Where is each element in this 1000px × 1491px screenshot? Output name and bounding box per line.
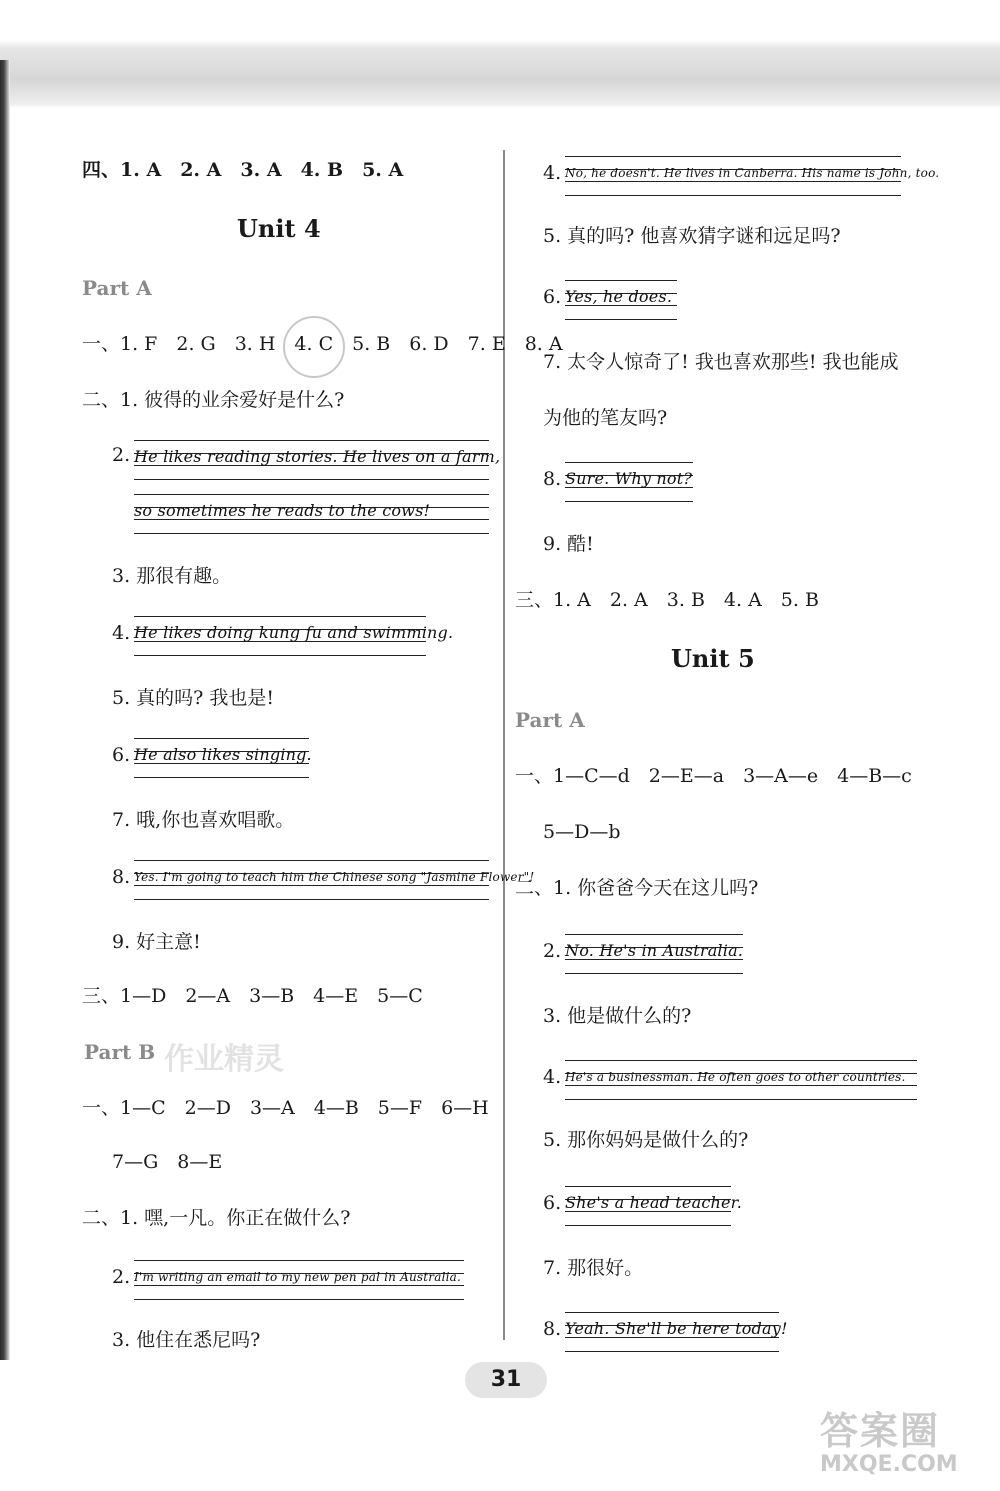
u4b-q3-translation: 3. 他住在悉尼吗? [112,1329,261,1351]
u4a-section-1-answers: 一、1. F 2. G 3. H 4. C 5. B 6. D 7. E 8. A [82,333,563,355]
u4a-q8-handwriting [134,860,535,900]
u5a-q3-translation: 3. 他是做什么的? [543,1005,692,1027]
u4a-q9-translation: 9. 好主意! [112,931,201,953]
r-q9-translation: 9. 酷! [543,533,594,555]
u4a-q2-number: 2. [112,444,131,466]
u5a-q8-answer: Yeah. She'll be here today! [565,1319,788,1338]
decorative-header-band [0,0,1000,108]
unit-4-part-a-title: Part A [82,276,152,300]
u5a-q2-handwriting [565,934,743,974]
u5a-q2-answer: No. He's in Australia. [565,941,744,960]
u5a-q4-handwriting [565,1060,917,1100]
u4a-q6-handwriting [134,738,312,778]
u4b-section-1-answers-row1: 一、1—C 2—D 3—A 4—B 5—F 6—H [82,1097,489,1119]
u4a-q2-answer-line2: so sometimes he reads to the cows! [134,501,431,520]
u4b-q2-answer: I'm writing an email to my new pen pal in Australia. [134,1270,462,1284]
r-q6-answer: Yes, he does. [565,287,673,306]
u5a-section-1-answers-row1: 一、1—C—d 2—E—a 3—A—e 4—B—c [515,765,912,787]
u5a-q1-translation: 二、1. 你爸爸今天在这儿吗? [515,877,759,899]
watermark-url: MXQE.COM [820,1452,958,1477]
u4a-q4-handwriting [134,616,454,656]
u4a-q7-translation: 7. 哦,你也喜欢唱歌。 [112,809,295,831]
u4a-q2-answer-line1: He likes reading stories. He lives on a farm, [134,447,501,466]
u5a-q5-translation: 5. 那你妈妈是做什么的? [543,1129,749,1151]
u5a-q7-translation: 7. 那很好。 [543,1257,644,1279]
r-q8-answer: Sure. Why not? [565,469,693,488]
u4b-q2-number: 2. [112,1266,131,1288]
ghost-watermark: 作业精灵 [164,1042,284,1077]
u5a-section-1-answers-row2: 5—D—b [543,821,621,843]
page-number: 31 [465,1362,547,1398]
u5a-q6-answer: She's a head teacher. [565,1193,743,1212]
r-q4-answer: No, he doesn't. He lives in Canberra. His name is John, too. [565,166,940,180]
u4a-q3-translation: 3. 那很有趣。 [112,565,232,587]
unit-5-title: Unit 5 [671,644,755,673]
section-4-answers: 四、1. A 2. A 3. A 4. B 5. A [82,159,404,181]
watermark-logo-text: 答案圈 [820,1409,941,1453]
r-q6-handwriting [565,280,677,320]
unit-5-part-a-title: Part A [515,708,585,732]
u5a-q2-number: 2. [543,940,562,962]
unit-4-title: Unit 4 [237,214,321,243]
r-q4-number: 4. [543,162,562,184]
unit-4-part-b-title: Part B [84,1040,156,1064]
u4a-q5-translation: 5. 真的吗? 我也是! [112,687,275,709]
u5a-q8-handwriting [565,1312,788,1352]
u4a-q6-number: 6. [112,744,131,766]
u5a-q4-number: 4. [543,1066,562,1088]
r-q5-translation: 5. 真的吗? 他喜欢猜字谜和远足吗? [543,225,841,247]
u4a-q4-answer: He likes doing kung fu and swimming. [134,623,454,642]
u5a-q6-number: 6. [543,1192,562,1214]
u4b-q1-translation: 二、1. 嘿,一凡。你正在做什么? [82,1207,351,1229]
u4a-q4-number: 4. [112,622,131,644]
u4a-q2-handwriting-line1 [134,440,501,480]
u5a-q4-answer: He's a businessman. He often goes to other countries. [565,1070,906,1084]
u5a-q6-handwriting [565,1186,743,1226]
u5a-q8-number: 8. [543,1318,562,1340]
u4b-q2-handwriting [134,1260,464,1300]
scan-binding-edge [0,60,10,1360]
u4a-q6-answer: He also likes singing. [134,745,312,764]
r-q4-handwriting [565,156,940,196]
r-q6-number: 6. [543,286,562,308]
r-q7-translation-line2: 为他的笔友吗? [543,407,668,429]
column-divider [503,150,505,1340]
u4a-q8-answer: Yes. I'm going to teach him the Chinese song "Jasmine Flower"! [134,870,535,884]
u4a-q8-number: 8. [112,866,131,888]
r-q7-translation-line1: 7. 太令人惊奇了! 我也喜欢那些! 我也能成 [543,351,899,373]
u4a-section-3-answers: 三、1—D 2—A 3—B 4—E 5—C [82,985,423,1007]
r-section-3-answers: 三、1. A 2. A 3. B 4. A 5. B [515,589,819,611]
stamp-seal [283,316,345,378]
site-watermark [780,1400,990,1485]
u4b-section-1-answers-row2: 7—G 8—E [112,1151,223,1173]
r-q8-handwriting [565,462,693,502]
u4a-q1-translation: 二、1. 彼得的业余爱好是什么? [82,389,345,411]
r-q8-number: 8. [543,468,562,490]
u4a-q2-handwriting-line2 [134,494,489,534]
